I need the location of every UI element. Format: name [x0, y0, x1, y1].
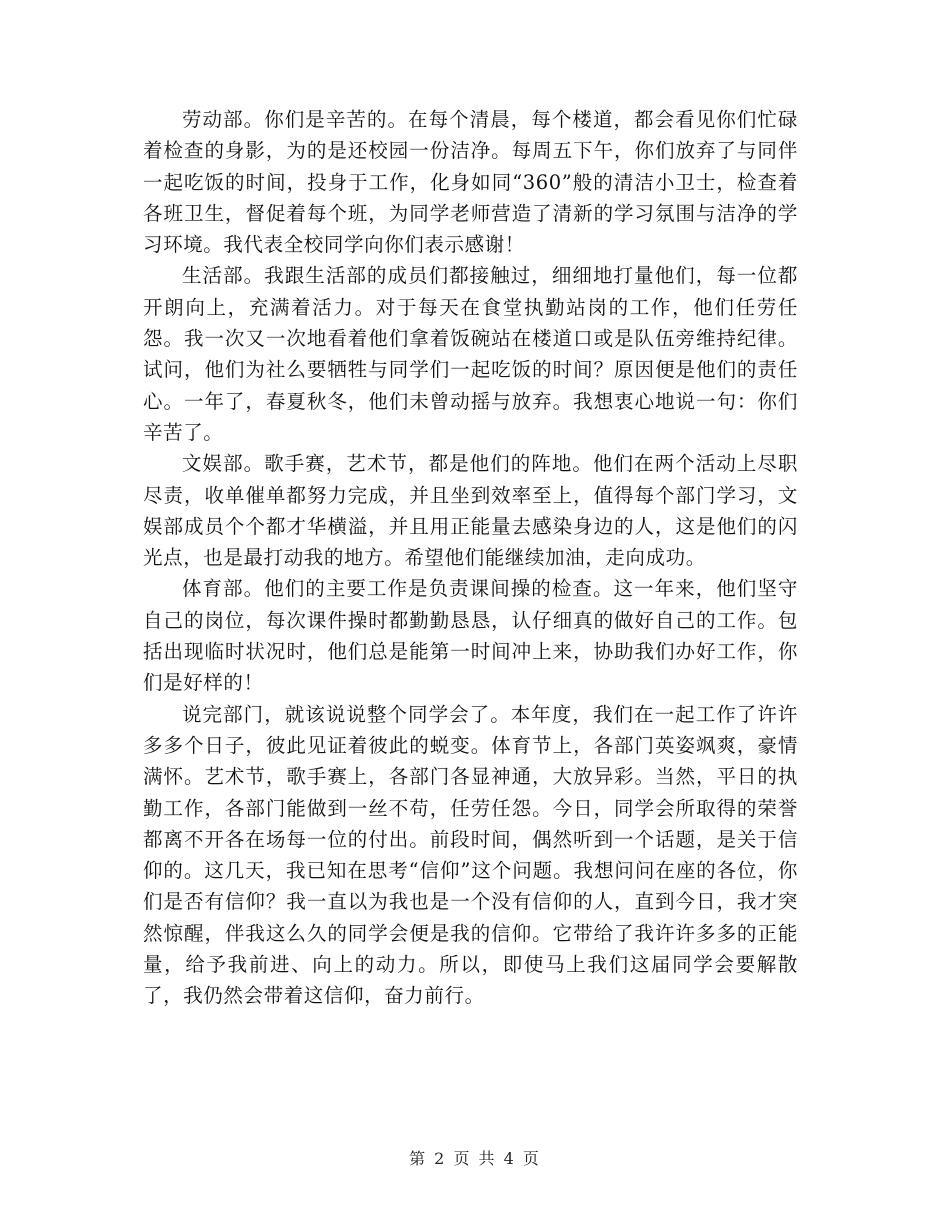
paragraph-student-union: 说完部门，就该说说整个同学会了。本年度，我们在一起工作了许许多多个日子，彼此见证着彼此的蜕变。体育节上，各部门英姿飒爽，豪情满怀。艺术节，歌手赛上，各部门各显神通，大放异彩。当然，平日的执勤工作，各部门能做到一丝不苟，任劳任怨。今日，同学会所取得的荣誉都离不开各在场每一位的付出。前段时间，偶然听到一个话题，是关于信仰的。这几天，我已知在思考“信仰”这个问题。我想问问在座的各位，你们是否有信仰？我一直以为我也是一个没有信仰的人，直到今日，我才突然惊醒，伴我这么久的同学会便是我的信仰。它带给了我许许多多的正能量，给予我前进、向上的动力。所以，即使马上我们这届同学会要解散了，我仍然会带着这信仰，奋力前行。: [143, 702, 798, 1008]
paragraph-labor-department: 劳动部。你们是辛苦的。在每个清晨，每个楼道，都会看见你们忙碌着检查的身影，为的是还校园一份洁净。每周五下午，你们放弃了与同伴一起吃饭的时间，投身于工作，化身如同“360”般的清洁小卫士，检查着各班卫生，督促着每个班，为同学老师营造了清新的学习氛围与洁净的学习环境。我代表全校同学向你们表示感谢！: [143, 108, 798, 257]
paragraph-entertainment-department: 文娱部。歌手赛，艺术节，都是他们的阵地。他们在两个活动上尽职尽责，收单催单都努力完成，并且坐到效率至上，值得每个部门学习，文娱部成员个个都才华横溢，并且用正能量去感染身边的人，这是他们的闪光点，也是最打动我的地方。希望他们能继续加油，走向成功。: [143, 452, 798, 570]
page-number-footer: 第 2 页 共 4 页: [409, 1149, 541, 1168]
document-body: [143, 104, 798, 1012]
paragraph-sports-department: 体育部。他们的主要工作是负责课间操的检查。这一年来，他们坚守自己的岗位，每次课件操时都勤勤恳恳，认仔细真的做好自己的工作。包括出现临时状况时，他们总是能第一时间冲上来，协助我们办好工作，你们是好样的！: [143, 577, 798, 695]
paragraph-life-department: 生活部。我跟生活部的成员们都接触过，细细地打量他们，每一位都开朗向上，充满着活力。对于每天在食堂执勤站岗的工作，他们任劳任怨。我一次又一次地看着他们拿着饭碗站在楼道口或是队伍旁维持纪律。试问，他们为社么要牺牲与同学们一起吃饭的时间？原因便是他们的责任心。一年了，春夏秋冬，他们未曾动摇与放弃。我想衷心地说一句：你们辛苦了。: [143, 264, 798, 444]
